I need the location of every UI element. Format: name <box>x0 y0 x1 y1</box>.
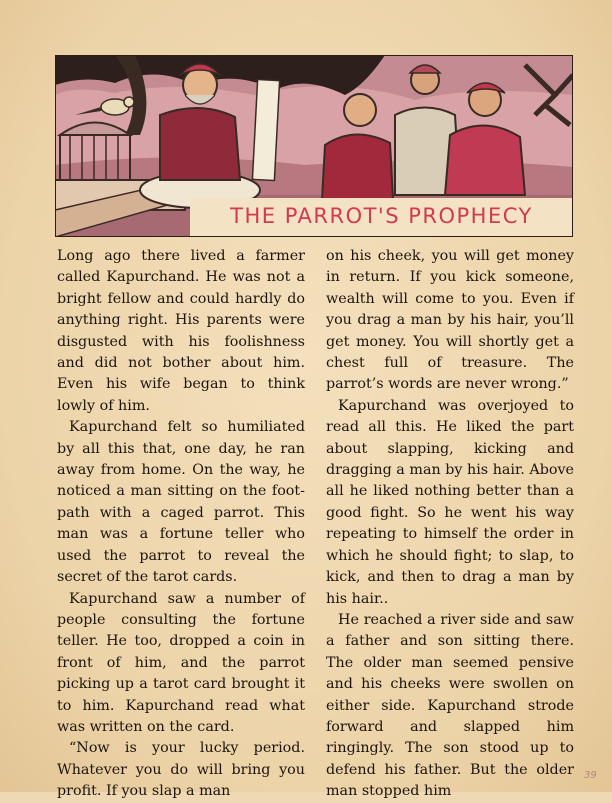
story-title: THE PARROT'S PROPHECY <box>230 204 533 228</box>
paragraph: “Now is your lucky period. Whatever you do will bring you profit. If you slap a man <box>57 740 305 800</box>
paragraph: He reached a river side and saw a father and son sitting there. The older man seemed pensive and his cheeks were swollen on either side. Kapurchand strode forward and slapped him ringingly. The son stood up to defend his father. But the older man stopped him <box>326 611 574 800</box>
story-text <box>57 246 577 800</box>
paragraph: on his cheek, you will get money in return. If you kick someone, wealth will come to you. Even if you drag a man by his hair, you’ll get money. You will shortly get a chest full of treasure. The parrot’s words are never wrong.” <box>326 248 574 393</box>
right-column <box>326 246 574 803</box>
paragraph: Kapurchand saw a number of people consulting the fortune teller. He too, dropped a coin in front of him, and the parrot picking up a tarot card brought it to him. Kapurchand read what was written on the card. <box>57 590 305 735</box>
paragraph: Kapurchand was overjoyed to read all this. He liked the part about slapping, kicking and dragging a man by his hair. Above all he liked nothing better than a good fight. So he went his way repeating to himself the order in which he should fight; to slap, to kick, and then to drag a man by his hair.. <box>326 397 574 607</box>
left-column <box>57 246 305 803</box>
page-number: 39 <box>584 770 597 781</box>
paragraph: Kapurchand felt so humiliated by all this that, one day, he ran away from home. On the way, he noticed a man sitting on the foot-path with a caged parrot. This man was a fortune teller who used the parrot to reveal the secret of the tarot cards. <box>57 419 305 586</box>
paragraph: Long ago there lived a farmer called Kapurchand. He was not a bright fellow and could hardly do anything right. His parents were disgusted with his foolishness and did not bother about him. Even his wife began to think lowly of him. <box>57 248 305 414</box>
tarot-card <box>252 79 279 180</box>
